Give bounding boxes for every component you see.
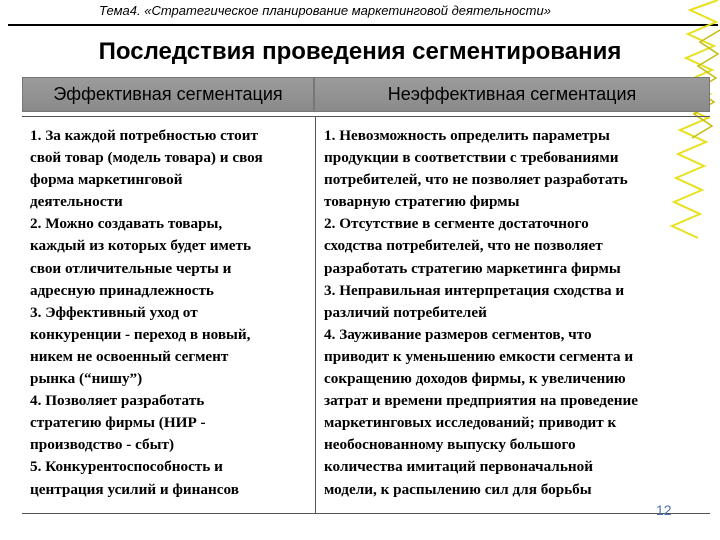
effective-item: 4. Позволяет разработать стратегию фирмы (НИР - производство - сбыт) xyxy=(30,392,206,454)
effective-item: 3. Эффективный уход от конкуренции - переход в новый, никем не освоенный сегмент рынка (“нишу”) xyxy=(30,303,251,388)
ineffective-item: 2. Отсутствие в сегменте достаточного сходства потребителей, что не позволяет разработать стратегию маркетинга фирмы xyxy=(324,215,621,277)
topic-heading: Тема4. «Стратегическое планирование маркетинговой деятельности» xyxy=(99,3,551,18)
table-header xyxy=(22,77,710,112)
header-divider xyxy=(8,24,718,26)
ineffective-item: 3. Неправильная интерпретация сходства и различий потребителей xyxy=(324,281,625,321)
comparison-table xyxy=(22,116,710,514)
ineffective-column xyxy=(324,125,704,501)
column-header-ineffective: Неэффективная сегментация xyxy=(314,77,710,112)
column-header-effective: Эффективная сегментация xyxy=(22,77,314,112)
effective-item: 5. Конкурентоспособность и центрация усилий и финансов xyxy=(30,458,239,498)
effective-item: 2. Можно создавать товары, каждый из которых будет иметь свои отличительные черты и адресную принадлежность xyxy=(30,215,252,299)
ineffective-item: 1. Невозможность определить параметры продукции в соответствии с требованиями потребителей, что не позволяет разработать товарную стратегию фирмы xyxy=(324,127,628,211)
page-number: 12 xyxy=(656,502,672,518)
page-title: Последствия проведения сегментирования xyxy=(98,38,622,65)
effective-item: 1. За каждой потребностью стоит свой товар (модель товара) и своя форма маркетинговой деятельности xyxy=(30,127,263,211)
topic-bar xyxy=(0,0,720,26)
effective-column xyxy=(30,125,312,501)
column-divider xyxy=(315,117,316,513)
ineffective-item: 4. Зауживание размеров сегментов, что приводит к уменьшению емкости сегмента и сокращению доходов фирмы, к увеличению затрат и времени предприятия на проведение маркетинговых исследований; приводит к необоснованному выпуску большого количества имитаций первоначальной модели, к распылению сил для борьбы xyxy=(324,325,638,498)
